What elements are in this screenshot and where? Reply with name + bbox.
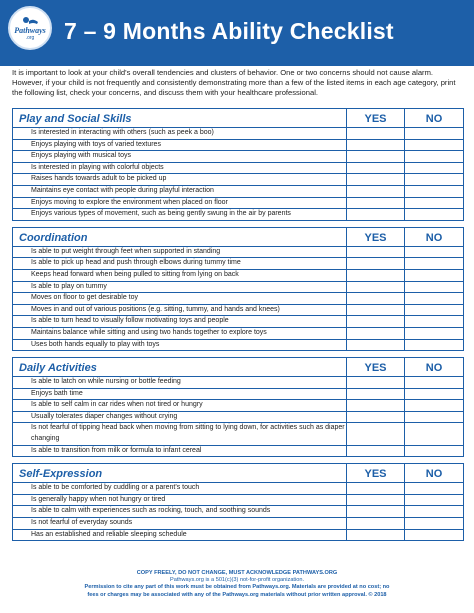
no-checkbox-cell[interactable]	[405, 209, 463, 220]
no-checkbox-cell[interactable]	[405, 495, 463, 506]
checklist-row	[12, 282, 464, 294]
checklist-item-text: Is able to pick up head and push through elbows during tummy time	[13, 258, 347, 269]
checklist-row	[12, 400, 464, 412]
yes-checkbox-cell[interactable]	[347, 518, 405, 529]
no-checkbox-cell[interactable]	[405, 293, 463, 304]
no-column-header: NO	[425, 362, 443, 375]
section-header	[12, 357, 464, 377]
yes-checkbox-cell[interactable]	[347, 186, 405, 197]
no-checkbox-cell[interactable]	[405, 506, 463, 517]
checklist-item-text: Is able to put weight through feet when supported in standing	[13, 247, 347, 258]
checklist-row	[12, 377, 464, 389]
no-checkbox-cell[interactable]	[405, 530, 463, 541]
no-checkbox-cell[interactable]	[405, 198, 463, 209]
no-checkbox-cell[interactable]	[405, 247, 463, 258]
yes-checkbox-cell[interactable]	[347, 258, 405, 269]
checklist-item-text: Is able to play on tummy	[13, 282, 347, 293]
no-checkbox-cell[interactable]	[405, 328, 463, 339]
checklist-item-text: Usually tolerates diaper changes without crying	[13, 412, 347, 423]
yes-checkbox-cell[interactable]	[347, 305, 405, 316]
intro-paragraph: It is important to look at your child's overall tendencies and clusters of behavior. One or two concerns should not cause alarm. However, if your child is not frequently and consistently demonstrating more than a few of the listed items in each age category, print the following list, check your concerns, and discuss them with your healthcare professional.	[12, 68, 456, 97]
yes-checkbox-cell[interactable]	[347, 340, 405, 351]
checklist-section	[12, 463, 464, 541]
no-checkbox-cell[interactable]	[405, 400, 463, 411]
section-title: Coordination	[13, 228, 347, 246]
checklist-item-text: Is generally happy when not hungry or tired	[13, 495, 347, 506]
checklist-row	[12, 198, 464, 210]
no-checkbox-cell[interactable]	[405, 140, 463, 151]
checklist-item-text: Is able to latch on while nursing or bottle feeding	[13, 377, 347, 388]
no-checkbox-cell[interactable]	[405, 423, 463, 444]
checklist-row	[12, 247, 464, 259]
checklist-item-text: Is able to self calm in car rides when not tired or hungry	[13, 400, 347, 411]
no-checkbox-cell[interactable]	[405, 282, 463, 293]
checklist-row	[12, 293, 464, 305]
checklist-row	[12, 128, 464, 140]
no-checkbox-cell[interactable]	[405, 483, 463, 494]
yes-checkbox-cell[interactable]	[347, 446, 405, 457]
checklist-row	[12, 328, 464, 340]
checklist-item-text: Is not fearful of tipping head back when moving from sitting to lying down, for activities such as diaper changing	[13, 423, 347, 444]
yes-checkbox-cell[interactable]	[347, 412, 405, 423]
no-checkbox-cell[interactable]	[405, 270, 463, 281]
no-checkbox-cell[interactable]	[405, 412, 463, 423]
checklist-item-text: Moves in and out of various positions (e.g. sitting, tummy, and hands and knees)	[13, 305, 347, 316]
yes-checkbox-cell[interactable]	[347, 423, 405, 444]
yes-checkbox-cell[interactable]	[347, 151, 405, 162]
footer-fees-note: fees or charges may be associated with any of the Pathways.org materials without prior written approval. © 2018	[87, 591, 387, 598]
checklist-row	[12, 140, 464, 152]
no-column-header: NO	[425, 113, 443, 125]
yes-checkbox-cell[interactable]	[347, 483, 405, 494]
checklist-row	[12, 163, 464, 175]
checklist-item-text: Has an established and reliable sleeping schedule	[13, 530, 347, 541]
no-checkbox-cell[interactable]	[405, 151, 463, 162]
checklist-section	[12, 357, 464, 457]
checklist-row	[12, 340, 464, 352]
checklist-row	[12, 174, 464, 186]
checklist-row	[12, 258, 464, 270]
no-checkbox-cell[interactable]	[405, 316, 463, 327]
checklist-row	[12, 446, 464, 458]
checklist-row	[12, 305, 464, 317]
yes-checkbox-cell[interactable]	[347, 377, 405, 388]
checklist-item-text: Is able to calm with experiences such as rocking, touch, and soothing sounds	[13, 506, 347, 517]
yes-checkbox-cell[interactable]	[347, 198, 405, 209]
checklist-section	[12, 227, 464, 351]
checklist-row	[12, 506, 464, 518]
yes-column-header: YES	[347, 464, 405, 482]
yes-column-header: YES	[347, 358, 405, 376]
no-column-header: NO	[425, 231, 443, 244]
checklist-row	[12, 186, 464, 198]
page-header	[0, 0, 474, 66]
section-title: Play and Social Skills	[13, 109, 347, 127]
yes-checkbox-cell[interactable]	[347, 495, 405, 506]
section-header	[12, 463, 464, 483]
checklist-item-text: Uses both hands equally to play with toys	[13, 340, 347, 351]
yes-checkbox-cell[interactable]	[347, 328, 405, 339]
checklist-section	[12, 108, 464, 221]
yes-checkbox-cell[interactable]	[347, 506, 405, 517]
checklist-item-text: Is interested in playing with colorful objects	[13, 163, 347, 174]
no-checkbox-cell[interactable]	[405, 518, 463, 529]
yes-checkbox-cell[interactable]	[347, 209, 405, 220]
no-column-header: NO	[425, 468, 443, 481]
yes-checkbox-cell[interactable]	[347, 389, 405, 400]
yes-checkbox-cell[interactable]	[347, 270, 405, 281]
checklist-item-text: Enjoys playing with musical toys	[13, 151, 347, 162]
section-header	[12, 108, 464, 128]
yes-column-header: YES	[347, 109, 405, 127]
yes-checkbox-cell[interactable]	[347, 316, 405, 327]
footer-copy-notice: COPY FREELY, DO NOT CHANGE, MUST ACKNOWLEDGE PATHWAYS.ORG	[136, 570, 338, 576]
yes-checkbox-cell[interactable]	[347, 247, 405, 258]
no-checkbox-cell[interactable]	[405, 174, 463, 185]
checklist-row	[12, 270, 464, 282]
checklist-item-text: Is interested in interacting with others (such as peek a boo)	[13, 128, 347, 139]
baby-icon	[21, 16, 39, 26]
pathways-logo	[8, 6, 52, 50]
yes-column-header: YES	[347, 228, 405, 246]
yes-checkbox-cell[interactable]	[347, 128, 405, 139]
checklist-row	[12, 423, 464, 445]
checklist-row	[12, 209, 464, 221]
section-title: Self-Expression	[13, 464, 347, 482]
checklist	[12, 108, 464, 547]
no-checkbox-cell[interactable]	[405, 163, 463, 174]
checklist-row	[12, 495, 464, 507]
no-checkbox-cell[interactable]	[405, 186, 463, 197]
checklist-row	[12, 518, 464, 530]
section-header	[12, 227, 464, 247]
checklist-item-text: Keeps head forward when being pulled to sitting from lying on back	[13, 270, 347, 281]
no-checkbox-cell[interactable]	[405, 377, 463, 388]
no-checkbox-cell[interactable]	[405, 258, 463, 269]
logo-subtext: .org	[25, 34, 35, 41]
checklist-row	[12, 316, 464, 328]
yes-checkbox-cell[interactable]	[347, 530, 405, 541]
checklist-row	[12, 412, 464, 424]
page-title: 7 – 9 Months Ability Checklist	[64, 18, 394, 44]
checklist-item-text: Enjoys moving to explore the environment when placed on floor	[13, 198, 347, 209]
checklist-item-text: Enjoys bath time	[13, 389, 347, 400]
checklist-item-text: Enjoys various types of movement, such as being gently swung in the air by parents	[13, 209, 347, 220]
yes-checkbox-cell[interactable]	[347, 400, 405, 411]
checklist-item-text: Is able to turn head to visually follow motivating toys and people	[13, 316, 347, 327]
logo-text: Pathways	[14, 25, 46, 35]
footer-permission-note: Permission to cite any part of this work must be obtained from Pathways.org. Materials are provided at no cost; no	[84, 584, 390, 591]
checklist-item-text: Is able to transition from milk or formula to infant cereal	[13, 446, 347, 457]
no-checkbox-cell[interactable]	[405, 389, 463, 400]
yes-checkbox-cell[interactable]	[347, 140, 405, 151]
checklist-row	[12, 483, 464, 495]
section-title: Daily Activities	[13, 358, 347, 376]
yes-checkbox-cell[interactable]	[347, 293, 405, 304]
checklist-row	[12, 389, 464, 401]
checklist-item-text: Raises hands towards adult to be picked up	[13, 174, 347, 185]
checklist-item-text: Enjoys playing with toys of varied textures	[13, 140, 347, 151]
no-checkbox-cell[interactable]	[405, 340, 463, 351]
yes-checkbox-cell[interactable]	[347, 163, 405, 174]
checklist-row	[12, 530, 464, 542]
no-checkbox-cell[interactable]	[405, 305, 463, 316]
no-checkbox-cell[interactable]	[405, 446, 463, 457]
checklist-item-text: Is not fearful of everyday sounds	[13, 518, 347, 529]
footer-org-note: Pathways.org is a 501(c)(3) not-for-profit organization.	[170, 577, 304, 584]
yes-checkbox-cell[interactable]	[347, 174, 405, 185]
checklist-row	[12, 151, 464, 163]
yes-checkbox-cell[interactable]	[347, 282, 405, 293]
checklist-item-text: Is able to be comforted by cuddling or a parent's touch	[13, 483, 347, 494]
no-checkbox-cell[interactable]	[405, 128, 463, 139]
checklist-item-text: Maintains eye contact with people during playful interaction	[13, 186, 347, 197]
checklist-item-text: Maintains balance while sitting and using two hands together to explore toys	[13, 328, 347, 339]
checklist-item-text: Moves on floor to get desirable toy	[13, 293, 347, 304]
footer	[0, 570, 474, 599]
